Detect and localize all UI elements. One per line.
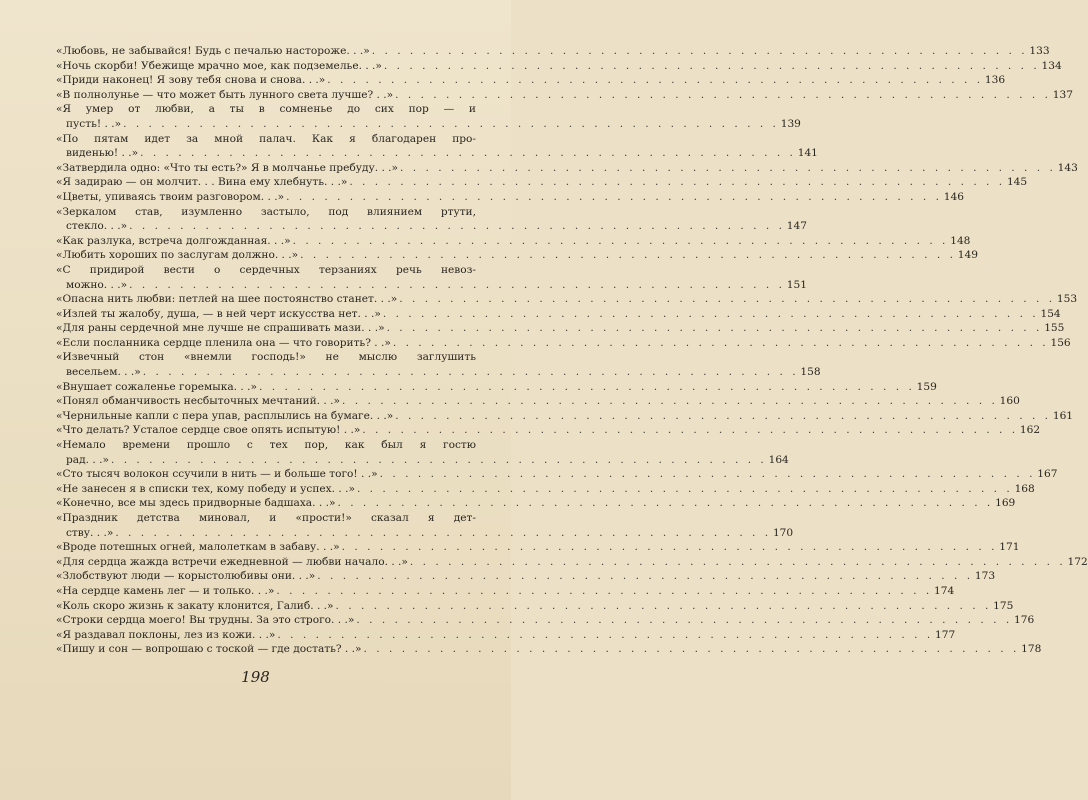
toc-entry-page: 153 [1056,293,1078,306]
toc-entry-page: 143 [1057,161,1078,174]
toc-entry-page: 169 [995,497,1016,510]
toc-entry-text: «Коль скоро жизнь к закату клонится, Галиб. . .» [56,599,334,612]
toc-entry-text: «Я раздавал поклоны, лез из кожи. . .» [56,628,276,641]
toc-entry [56,88,1073,103]
dot-leader: . . . . . . . . . . . . . . . . . . . . . . . . . . . . . . . . . . . . . . . . . . . . . . . . . . . . [115,526,772,539]
toc-entry-text: «В полнолунье — что может быть лунного света лучше? . .» [56,88,394,101]
toc-entry [56,73,1006,88]
toc-entry-text: «Опасна нить любви: петлей на шее постоянство станет. . .» [56,293,398,306]
toc-entry-text: виденью! . .» [66,147,139,160]
toc-entry [56,496,1016,511]
toc-entry-page: 155 [1044,322,1065,335]
toc-entry [56,307,1061,322]
toc-entry-text: «Как разлука, встреча долгожданная. . .» [56,234,291,247]
toc-entry [56,59,1062,74]
toc-entry [56,380,937,395]
dot-leader: . . . . . . . . . . . . . . . . . . . . . . . . . . . . . . . . . . . . . . . . . . . . . . . . . . . . [286,190,942,203]
dot-leader: . . . . . . . . . . . . . . . . . . . . . . . . . . . . . . . . . . . . . . . . . . . . . . . . . . . . [371,45,1028,57]
toc-entry-text: «Строки сердца моего! Вы трудны. За это строго. . .» [56,614,355,627]
toc-entry-text: «Что делать? Усталое сердце свое опять испытую! . .» [56,424,361,437]
toc-entry-page: 158 [800,366,821,379]
toc-entry-continuation [56,219,807,234]
toc-entry-continuation [56,365,821,380]
toc-entry-text: «Пишу и сон — вопрошаю с тоской — где достать? . .» [56,643,362,656]
toc-entry-page: 133 [1029,45,1050,57]
toc-entry [56,511,794,540]
dot-leader: . . . . . . . . . . . . . . . . . . . . . . . . . . . . . . . . . . . . . . . . . . . . . . . . . . . . [123,117,779,130]
toc-entry-continuation [56,117,801,132]
dot-leader: . . . . . . . . . . . . . . . . . . . . . . . . . . . . . . . . . . . . . . . . . . . . . . . . . . . . [356,614,1013,627]
toc-entry-page: 177 [935,628,956,641]
dot-leader: . . . . . . . . . . . . . . . . . . . . . . . . . . . . . . . . . . . . . . . . . . . . . . . . . . . . [337,497,994,510]
toc-entry [56,336,1071,351]
toc-entry-page: 151 [786,278,807,291]
toc-entry-text-line1: «Зеркалом став, изумленно застыло, под влиянием ртути, [56,205,476,218]
dot-leader: . . . . . . . . . . . . . . . . . . . . . . . . . . . . . . . . . . . . . . . . . . . . . . . . . . . . [129,278,785,291]
toc-entry-page: 137 [1052,88,1073,101]
toc-entry-page: 145 [1006,176,1028,189]
toc-entry-text: ству. . .» [66,526,114,539]
toc-entry-text: «Сто тысяч волокон ссучили в нить — и больше того! . .» [56,468,378,481]
toc-entry-page: 167 [1037,468,1058,481]
dot-leader: . . . . . . . . . . . . . . . . . . . . . . . . . . . . . . . . . . . . . . . . . . . . . . . . . . . . [292,234,949,247]
toc-entry-text: рад. . .» [66,453,109,466]
dot-leader: . . . . . . . . . . . . . . . . . . . . . . . . . . . . . . . . . . . . . . . . . . . . . . . . . . . . [363,643,1020,656]
toc-entry [56,190,964,205]
toc-entry [56,44,1050,59]
dot-leader: . . . . . . . . . . . . . . . . . . . . . . . . . . . . . . . . . . . . . . . . . . . . . . . . . . . . [379,468,1036,481]
dot-leader: . . . . . . . . . . . . . . . . . . . . . . . . . . . . . . . . . . . . . . . . . . . . . . . . . . . . [400,161,1056,174]
dot-leader: . . . . . . . . . . . . . . . . . . . . . . . . . . . . . . . . . . . . . . . . . . . . . . . . . . . . [335,599,992,612]
dot-leader: . . . . . . . . . . . . . . . . . . . . . . . . . . . . . . . . . . . . . . . . . . . . . . . . . . . . [356,482,1013,495]
toc-entry-page: 156 [1050,336,1071,349]
toc-entry-page: 173 [974,570,996,583]
toc-entry-text: «Если посланника сердце пленила она — что говорить? . .» [56,336,391,349]
toc-entry-text: «Излей ты жалобу, душа, — в ней черт искусства нет. . .» [56,307,381,320]
toc-entry-page: 175 [993,599,1014,612]
dot-leader: . . . . . . . . . . . . . . . . . . . . . . . . . . . . . . . . . . . . . . . . . . . . . . . . . . . . [395,409,1052,422]
toc-entry-page: 136 [984,74,1006,87]
toc-entry [56,321,1065,336]
dot-leader: . . . . . . . . . . . . . . . . . . . . . . . . . . . . . . . . . . . . . . . . . . . . . . . . . . . . [276,584,933,597]
toc-entry-text: «Вроде потешных огней, малолеткам в забаву. . .» [56,541,340,554]
toc-entry-text: «Для сердца жажда встречи ежедневной — любви начало. . .» [56,555,408,568]
dot-leader: . . . . . . . . . . . . . . . . . . . . . . . . . . . . . . . . . . . . . . . . . . . . . . . . . . . . [258,380,915,393]
dot-leader: . . . . . . . . . . . . . . . . . . . . . . . . . . . . . . . . . . . . . . . . . . . . . . . . . . . . [129,220,785,233]
toc-entry-text: «Любить хороших по заслугам должно. . .» [56,249,299,262]
toc-entry-text: «Затвердила одно: «Что ты есть?» Я в молчанье пребуду. . .» [56,161,399,174]
toc-entry-text: «Для раны сердечной мне лучше не спрашивать мази. . .» [56,322,385,335]
toc-entry-page: 147 [786,220,807,233]
toc-entry-text: стекло. . .» [66,220,128,233]
toc-entry-page: 160 [999,395,1020,408]
toc-entry [56,599,1014,614]
toc-entry [56,234,971,249]
toc-entry [56,263,807,292]
toc-entry-page: 172 [1067,555,1088,568]
toc-entry-text: «Конечно, все мы здесь придворные бадшаха. . .» [56,497,336,510]
table-of-contents [56,44,1088,657]
dot-leader: . . . . . . . . . . . . . . . . . . . . . . . . . . . . . . . . . . . . . . . . . . . . . . . . . . . . [300,249,957,262]
toc-entry-continuation [56,453,789,468]
toc-entry [56,540,1020,555]
toc-entry-page: 154 [1040,307,1061,320]
toc-entry-page: 146 [943,190,964,203]
toc-entry-text: «Злобствуют люди — корыстолюбивы они. . .» [56,570,316,583]
toc-entry-text: «Любовь, не забывайся! Будь с печалью настороже. . .» [56,45,370,57]
toc-entry [56,205,807,234]
toc-entry-page: 159 [916,380,937,393]
toc-entry-text-line1: «Праздник детства миновал, и «прости!» сказал я дет- [56,512,476,524]
toc-entry-text-line1: «С придирой вести о сердечных терзаниях речь невоз- [56,263,476,276]
toc-entry-page: 141 [797,147,818,160]
toc-entry-text: «Внушает сожаленье горемыка. . .» [56,380,257,393]
toc-entry [56,102,801,131]
toc-entry-page: 161 [1052,409,1074,422]
toc-entry-text-line1: «Я умер от любви, а ты в сомненье до сих пор — и [56,103,476,116]
toc-entry [56,584,955,599]
page-number: 198 [241,668,270,686]
toc-entry-page: 174 [934,584,955,597]
toc-entry-page: 139 [780,117,801,130]
toc-entry-page: 170 [772,526,794,539]
toc-entry [56,555,1088,570]
toc-entry [56,482,1035,497]
toc-entry [56,438,789,467]
dot-leader: . . . . . . . . . . . . . . . . . . . . . . . . . . . . . . . . . . . . . . . . . . . . . . . . . . . . [392,336,1049,349]
toc-entry [56,175,1028,190]
toc-entry-text: «На сердце камень лег — и только. . .» [56,584,275,597]
toc-entry [56,409,1074,424]
dot-leader: . . . . . . . . . . . . . . . . . . . . . . . . . . . . . . . . . . . . . . . . . . . . . . . . . . . . [140,147,796,160]
dot-leader: . . . . . . . . . . . . . . . . . . . . . . . . . . . . . . . . . . . . . . . . . . . . . . . . . . . . [386,322,1043,335]
dot-leader: . . . . . . . . . . . . . . . . . . . . . . . . . . . . . . . . . . . . . . . . . . . . . . . . . . . . [382,307,1039,320]
toc-entry-page: 176 [1013,614,1035,627]
toc-entry-text: пусть! . .» [66,117,122,130]
toc-entry [56,613,1035,628]
dot-leader: . . . . . . . . . . . . . . . . . . . . . . . . . . . . . . . . . . . . . . . . . . . . . . . . . . . . [409,555,1066,568]
toc-entry-text: «Не занесен я в списки тех, кому победу и успех. . .» [56,482,355,495]
toc-entry [56,423,1041,438]
dot-leader: . . . . . . . . . . . . . . . . . . . . . . . . . . . . . . . . . . . . . . . . . . . . . . . . . . . . [383,59,1040,72]
dot-leader: . . . . . . . . . . . . . . . . . . . . . . . . . . . . . . . . . . . . . . . . . . . . . . . . . . . . [362,424,1019,437]
toc-entry [56,569,996,584]
toc-entry-continuation [56,526,794,541]
toc-entry-text: «Приди наконец! Я зову тебя снова и снова. . .» [56,74,326,87]
dot-leader: . . . . . . . . . . . . . . . . . . . . . . . . . . . . . . . . . . . . . . . . . . . . . . . . . . . . [349,176,1006,189]
toc-entry-text: можно. . .» [66,278,128,291]
toc-entry-page: 164 [768,453,789,466]
toc-entry-text: «Чернильные капли с пера упав, расплылись на бумаге. . .» [56,409,394,422]
toc-entry-page: 148 [950,234,971,247]
toc-entry-continuation [56,278,807,293]
dot-leader: . . . . . . . . . . . . . . . . . . . . . . . . . . . . . . . . . . . . . . . . . . . . . . . . . . . . [342,395,998,408]
dot-leader: . . . . . . . . . . . . . . . . . . . . . . . . . . . . . . . . . . . . . . . . . . . . . . . . . . . . [341,541,998,554]
toc-entry-page: 149 [957,249,979,262]
toc-entry-page: 171 [999,541,1020,554]
toc-entry [56,350,821,379]
toc-entry [56,628,956,643]
dot-leader: . . . . . . . . . . . . . . . . . . . . . . . . . . . . . . . . . . . . . . . . . . . . . . . . . . . . [317,570,974,583]
toc-entry [56,467,1058,482]
toc-entry [56,292,1078,307]
toc-entry-text: весельем. . .» [66,366,141,379]
toc-entry-page: 134 [1041,59,1062,72]
toc-entry [56,642,1042,657]
toc-entry-text-line1: «Немало времени прошло с тех пор, как был я гостю [56,439,476,452]
dot-leader: . . . . . . . . . . . . . . . . . . . . . . . . . . . . . . . . . . . . . . . . . . . . . . . . . . . . [327,74,984,87]
toc-entry-text-line1: «Извечный стон «внемли господь!» не мыслю заглушить [56,351,476,364]
toc-entry-text: «Я задираю — он молчит. . . Вина ему хлебнуть. . .» [56,176,348,189]
toc-entry [56,248,979,263]
dot-leader: . . . . . . . . . . . . . . . . . . . . . . . . . . . . . . . . . . . . . . . . . . . . . . . . . . . . [395,88,1051,101]
toc-entry-page: 162 [1019,424,1041,437]
toc-entry-continuation [56,146,818,161]
dot-leader: . . . . . . . . . . . . . . . . . . . . . . . . . . . . . . . . . . . . . . . . . . . . . . . . . . . . [399,293,1056,306]
toc-entry [56,394,1020,409]
dot-leader: . . . . . . . . . . . . . . . . . . . . . . . . . . . . . . . . . . . . . . . . . . . . . . . . . . . . [142,366,799,379]
toc-entry-text: «Понял обманчивость несбыточных мечтаний. . .» [56,395,340,408]
toc-entry-page: 168 [1014,482,1035,495]
toc-entry [56,132,818,161]
toc-entry-text: «Цветы, упиваясь твоим разговором. . .» [56,190,285,203]
dot-leader: . . . . . . . . . . . . . . . . . . . . . . . . . . . . . . . . . . . . . . . . . . . . . . . . . . . . [110,453,767,466]
toc-entry-page: 178 [1021,643,1042,656]
dot-leader: . . . . . . . . . . . . . . . . . . . . . . . . . . . . . . . . . . . . . . . . . . . . . . . . . . . . [277,628,934,641]
toc-entry [56,161,1078,176]
toc-entry-text-line1: «По пятам идет за мной палач. Как я благодарен про- [56,132,476,145]
toc-entry-text: «Ночь скорби! Убежище мрачно мое, как подземелье. . .» [56,59,382,72]
